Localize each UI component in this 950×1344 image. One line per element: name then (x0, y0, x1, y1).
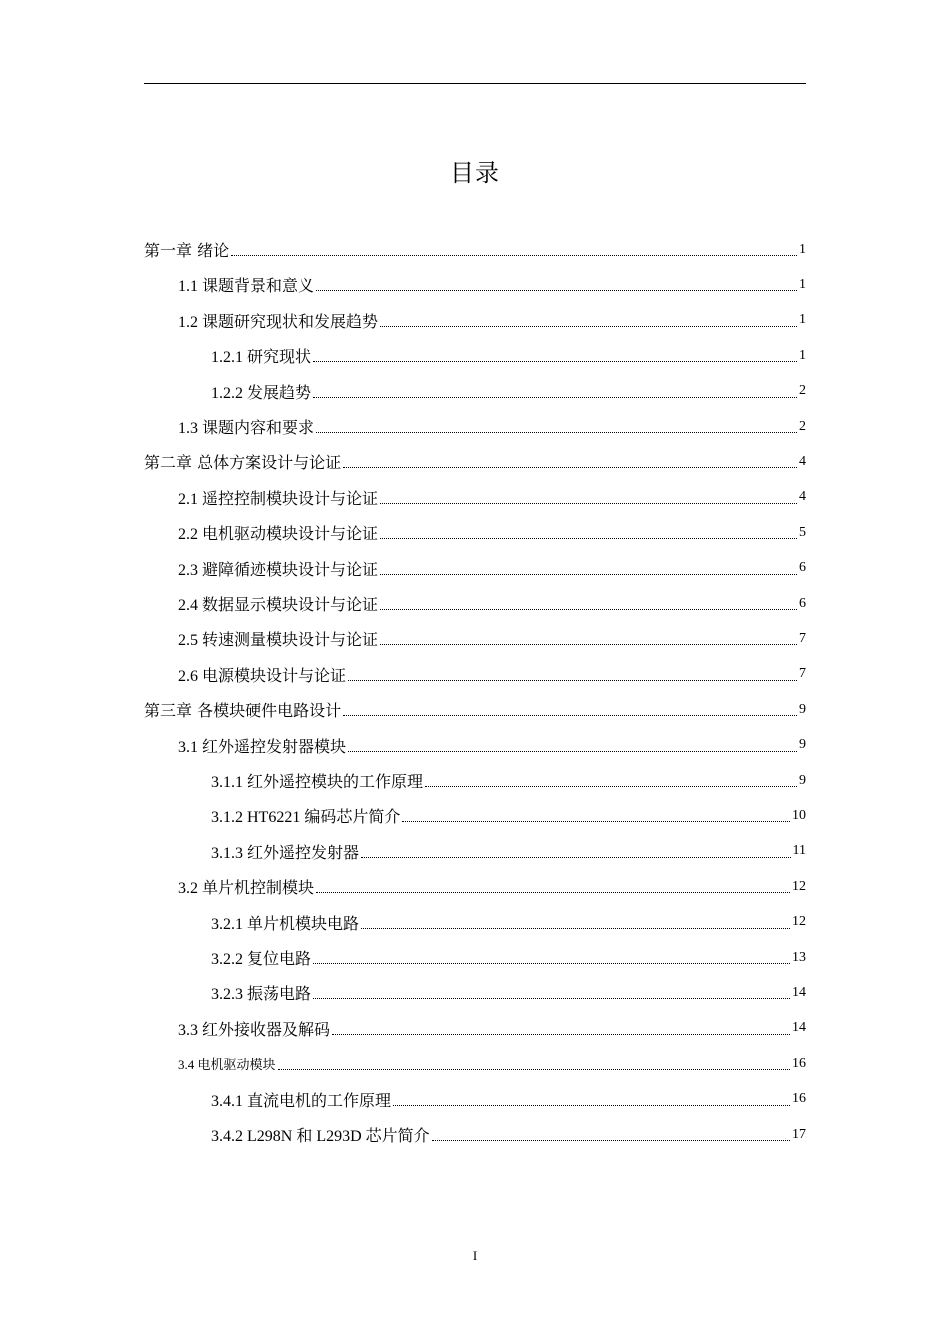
toc-dot-leader (343, 715, 797, 716)
toc-entry-page: 4 (799, 489, 806, 505)
toc-entry[interactable] (178, 409, 806, 444)
toc-entry-title: 3.1.2 HT6221 编码芯片简介 (211, 809, 401, 827)
toc-dot-leader (393, 1105, 790, 1106)
toc-dot-leader (332, 1034, 790, 1035)
toc-entry[interactable] (178, 728, 806, 763)
toc-dot-leader (425, 786, 797, 787)
toc-entry-title: 3.4.1 直流电机的工作原理 (211, 1092, 392, 1110)
toc-dot-leader (316, 892, 790, 893)
toc-entry-page: 9 (799, 772, 806, 788)
toc-entry[interactable] (178, 303, 806, 338)
toc-dot-leader (380, 326, 797, 327)
toc-entry[interactable] (144, 692, 806, 727)
toc-entry[interactable] (178, 1011, 806, 1046)
toc-entry-title: 3.4.2 L298N 和 L293D 芯片简介 (211, 1128, 430, 1145)
toc-entry-page: 9 (799, 701, 806, 717)
toc-entry-title: 第二章 总体方案设计与论证 (144, 453, 342, 473)
toc-entry-title: 1.2.1 研究现状 (211, 349, 312, 367)
header-rule (144, 83, 806, 84)
toc-entry[interactable] (178, 551, 806, 586)
toc-entry-page: 9 (799, 737, 806, 753)
toc-entry-page: 1 (799, 276, 806, 292)
toc-entry-page: 1 (799, 312, 806, 328)
toc-dot-leader (361, 857, 791, 858)
toc-dot-leader (231, 255, 797, 256)
toc-entry-page: 2 (799, 383, 806, 399)
toc-entry-title: 1.3 课题内容和要求 (178, 420, 315, 437)
toc-entry[interactable] (144, 444, 806, 479)
toc-entry-title: 3.4 电机驱动模块 (178, 1057, 276, 1073)
toc-entry[interactable] (178, 515, 806, 550)
toc-entry[interactable] (211, 940, 806, 975)
toc-dot-leader (380, 574, 797, 575)
toc-entry-title: 1.2.2 发展趋势 (211, 384, 312, 402)
toc-entry-page: 16 (792, 1055, 806, 1071)
toc-entry[interactable] (211, 798, 806, 833)
toc-entry-title: 3.1.3 红外遥控发射器 (211, 844, 360, 862)
toc-entry-title: 2.3 避障循迹模块设计与论证 (178, 561, 379, 579)
toc-entry[interactable] (211, 834, 806, 869)
toc-entry-page: 6 (799, 560, 806, 576)
toc-entry-page: 12 (792, 878, 806, 894)
toc-dot-leader (313, 963, 790, 964)
toc-entry-title: 3.2.1 单片机模块电路 (211, 915, 360, 933)
toc-entry-page: 16 (792, 1091, 806, 1107)
toc-entry-page: 11 (792, 843, 806, 859)
toc-entry-page: 14 (792, 1020, 806, 1036)
toc-entry[interactable] (178, 657, 806, 692)
toc-entry[interactable] (211, 1117, 806, 1152)
toc-dot-leader (316, 290, 797, 291)
toc-entry-page: 7 (799, 666, 806, 682)
toc-dot-leader (380, 538, 797, 539)
toc-dot-leader (348, 751, 797, 752)
toc-entry-title: 1.2 课题研究现状和发展趋势 (178, 313, 379, 331)
toc-entry[interactable] (211, 763, 806, 798)
toc-entry-title: 2.2 电机驱动模块设计与论证 (178, 526, 379, 544)
toc-entry[interactable] (211, 975, 806, 1010)
toc-dot-leader (380, 609, 797, 610)
toc-entry-title: 2.5 转速测量模块设计与论证 (178, 632, 379, 650)
page-number: I (472, 1248, 478, 1263)
toc-entry-page: 13 (792, 949, 806, 965)
toc-dot-leader (313, 397, 797, 398)
toc-dot-leader (313, 361, 797, 362)
toc-entry-title: 第一章 绪论 (144, 241, 230, 260)
toc-dot-leader (316, 432, 797, 433)
toc-entry-title: 3.2.2 复位电路 (211, 951, 312, 968)
toc-entry[interactable] (144, 232, 806, 267)
toc-dot-leader (380, 644, 797, 645)
toc-entry-page: 14 (792, 984, 806, 1000)
toc-entry[interactable] (211, 338, 806, 373)
toc-dot-leader (278, 1069, 790, 1070)
toc-dot-leader (380, 503, 797, 504)
toc-entry[interactable] (178, 586, 806, 621)
toc-entry-page: 1 (799, 241, 806, 257)
toc-entry[interactable] (178, 1046, 806, 1081)
toc-entry-title: 2.6 电源模块设计与论证 (178, 667, 347, 685)
toc-entry-page: 1 (799, 347, 806, 363)
toc-entry-title: 第三章 各模块硬件电路设计 (144, 701, 342, 721)
toc-dot-leader (348, 680, 797, 681)
toc-entry-page: 10 (792, 807, 806, 823)
toc-entry-title: 3.1 红外遥控发射器模块 (178, 738, 347, 756)
toc-entry[interactable] (211, 374, 806, 409)
toc-entry-title: 2.1 遥控控制模块设计与论证 (178, 490, 379, 508)
toc-entry-page: 12 (792, 914, 806, 930)
toc-entry[interactable] (178, 621, 806, 656)
toc-entry-title: 3.1.1 红外遥控模块的工作原理 (211, 774, 424, 791)
toc-entry-page: 4 (799, 453, 806, 469)
toc-entry-page: 5 (799, 524, 806, 540)
toc-entry-title: 3.2 单片机控制模块 (178, 880, 315, 898)
toc-entry-title: 3.2.3 振荡电路 (211, 986, 312, 1004)
toc-entry-title: 1.1 课题背景和意义 (178, 278, 315, 296)
toc-entry[interactable] (211, 905, 806, 940)
toc-entry-page: 2 (799, 418, 806, 434)
toc-dot-leader (343, 467, 797, 468)
toc-entry-title: 2.4 数据显示模块设计与论证 (178, 597, 379, 614)
toc-entry-page: 7 (799, 630, 806, 646)
toc-entry[interactable] (211, 1082, 806, 1117)
toc-entry-page: 6 (799, 595, 806, 611)
toc-entry[interactable] (178, 267, 806, 302)
toc-entry[interactable] (178, 869, 806, 904)
toc-entry-title: 3.3 红外接收器及解码 (178, 1021, 331, 1039)
page-title: 目录 (450, 159, 500, 187)
toc-entry-page: 17 (792, 1126, 806, 1142)
toc-entry[interactable] (178, 480, 806, 515)
toc-dot-leader (361, 928, 790, 929)
toc-dot-leader (402, 821, 790, 822)
toc-dot-leader (313, 998, 790, 999)
toc-dot-leader (432, 1140, 790, 1141)
